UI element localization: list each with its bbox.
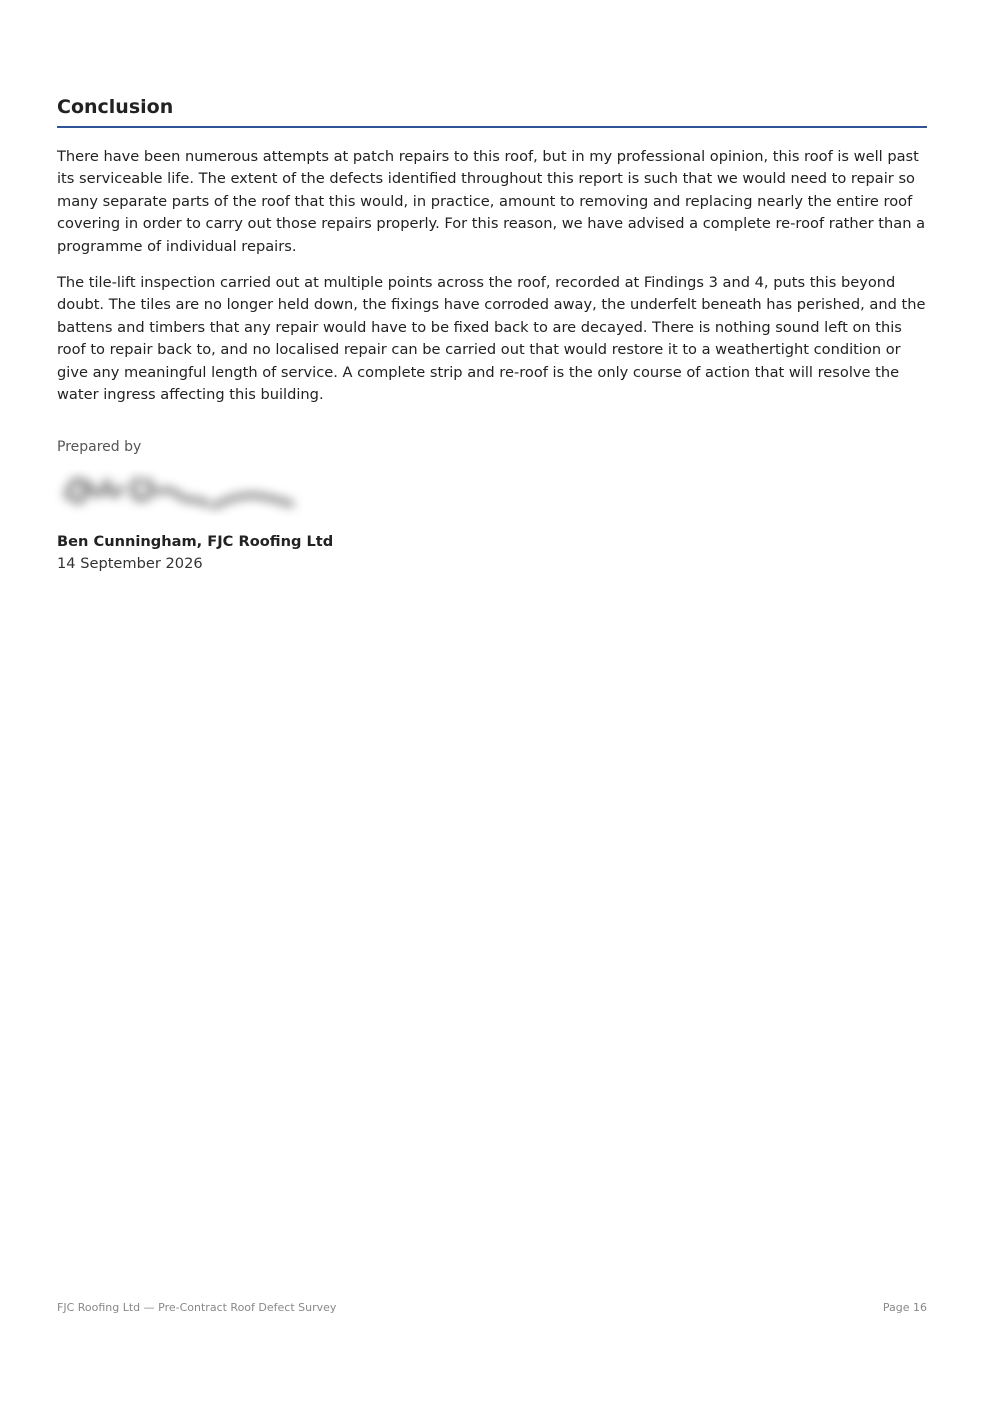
report-page — [57, 0, 927, 1414]
footer-document-title: FJC Roofing Ltd — Pre-Contract Roof Defect Survey — [57, 1301, 337, 1314]
conclusion-paragraph-2: The tile-lift inspection carried out at multiple points across the roof, recorded at Findings 3 and 4, puts this beyond doubt. The tiles are no longer held down, the fixings have corroded away, the underfelt beneath has perished, and the battens and timbers that any repair would have to be fixed back to are decayed. There is nothing sound left on this roof to repair back to, and no localised repair can be carried out that would restore it to a weathertight condition or give any meaningful length of service. A complete strip and re-roof is the only course of action that will resolve the water ingress affecting this building. — [57, 274, 926, 404]
signer-name: Ben Cunningham, FJC Roofing Ltd — [57, 533, 334, 550]
signature-image — [49, 458, 319, 520]
prepared-by-label: Prepared by — [57, 439, 142, 455]
signoff-date: 14 September 2026 — [57, 555, 203, 572]
section-title: Conclusion — [57, 96, 174, 118]
footer-page-number: Page 16 — [882, 1301, 927, 1314]
conclusion-paragraph-1: There have been numerous attempts at patch repairs to this roof, but in my professional opinion, this roof is well past its serviceable life. The extent of the defects identified throughout this report is such that we would need to repair so many separate parts of the roof that this would, in practice, amount to removing and replacing nearly the entire roof covering in order to carry out those repairs properly. For this reason, we have advised a complete re-roof rather than a programme of individual repairs. — [57, 148, 926, 255]
title-divider — [57, 126, 927, 128]
